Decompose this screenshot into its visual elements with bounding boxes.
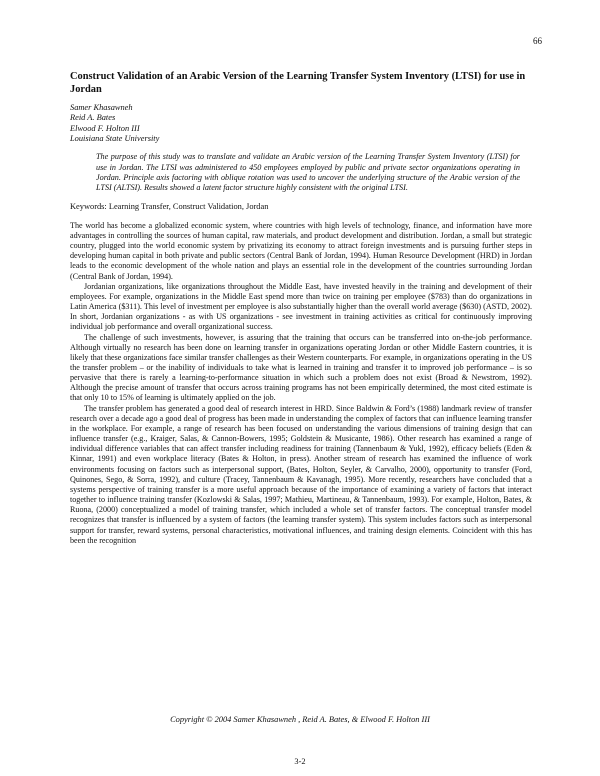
content — [70, 70, 532, 546]
page-folio: 3-2 — [294, 757, 306, 766]
paper-title: Construct Validation of an Arabic Version of the Learning Transfer System Inventory (LTSI) for use in Jordan — [70, 71, 526, 95]
author-affiliation: Louisiana State University — [70, 133, 160, 143]
author-name: Elwood F. Holton III — [70, 123, 140, 133]
page-number: 66 — [533, 36, 542, 46]
keywords: Keywords: Learning Transfer, Construct Validation, Jordan — [70, 201, 269, 211]
body-paragraph: The challenge of such investments, however, is assuring that the training that occurs can be transferred into on-the-job performance. Although virtually no research has been done on learning transfer in organizations operating Jordan or other Middle Eastern countries, it is likely that these organizations face similar transfer challenges as their Western counterparts. For example, in organizations operating in the US the transfer problem – or the inability of individuals to take what is learned in training and transfer it to improved job performance – is so pervasive that there is rarely a learning-to-performance situation in which such a problem does not exist (Broad & Newstrom, 1992). Although the precise amount of transfer that occurs across training programs has not been empirically determined, the most cited estimate is that only 10 to 15% of learning is ultimately applied on the job. — [70, 332, 532, 403]
abstract: The purpose of this study was to translate and validate an Arabic version of the Learning Transfer System Inventory (LTSI) for use in Jordan. The LTSI was administered to 450 employees employed by public and private sector organizations operating in Jordan. Principle axis factoring with oblique rotation was used to uncover the underlying structure of the Arabic version of the LTSI (ALTSI). Results showed a latent factor structure highly consistent with the original LTSI. — [96, 152, 520, 193]
author-block — [70, 103, 532, 144]
author-name: Reid A. Bates — [70, 113, 116, 123]
body-paragraph: The transfer problem has generated a good deal of research interest in HRD. Since Baldwin & Ford’s (1988) landmark review of transfer research over a decade ago a good deal of progress has been made in understanding the complex of factors that can influence learning transfer in the workplace. For example, a range of research has been focused on understanding the various dimensions of training design that can influence transfer (e.g., Kraiger, Salas, & Cannon-Bowers, 1995; Goldstein & Musicante, 1986). Other research has examined a range of individual difference variables that can affect transfer including readiness for training (Tannenbaum & Yukl, 1992), efficacy beliefs (Eden & Kinnar, 1991) and even workplace literacy (Bates & Holton, in press). Another stream of research has examined the influence of work environments focusing on factors such as interpersonal support, (Bates, Holton, Seyler, & Carvalho, 2000), opportunity to transfer (Ford, Quinones, Sego, & Sorra, 1992), and culture (Tracey, Tannenbaum & Kavanagh, 1995). More recently, researchers have concluded that a systems perspective of training transfer is a more useful approach because of the importance of examining a variety of factors that interact together to influence training transfer (Kozlowski & Salas, 1997; Mathieu, Martineau, & Tannenbaum, 1993). For example, Holton, Bates, & Ruona, (2000) conceptualized a model of training transfer, which included a whole set of transfer factors. The conceptual transfer model recognizes that transfer is influenced by a system of factors (the learning transfer system). This system includes factors such as interpersonal support for transfer, reward systems, personal characteristics, motivational influences, and training design elements. Coincident with this has been the recognition — [70, 403, 532, 545]
copyright-notice: Copyright © 2004 Samer Khasawneh , Reid A. Bates, & Elwood F. Holton III — [170, 715, 430, 724]
author-name: Samer Khasawneh — [70, 103, 133, 112]
body-text — [70, 221, 532, 546]
body-paragraph: Jordanian organizations, like organizations throughout the Middle East, have invested heavily in the training and development of their employees. For example, organizations in the Middle East spend more than twice on training per employee ($783) than do organizations in Latin America ($311). This level of investment per employee is also substantially higher than the overall world average ($630) (ASTD, 2002). In short, Jordanian organizations - as with US organizations - see investment in training activities as critical for continuously improving individual job performance and overall organizational success. — [70, 281, 532, 332]
body-paragraph: The world has become a globalized economic system, where countries with high levels of technology, finance, and information have more advantages in controlling the sources of human capital, raw materials, and product development and distribution. Jordan, a small but strategic country, plugged into the world economic system by privatizing its economy to attract foreign investments and is pursuing further steps in developing human capital in both private and public sectors (Central Bank of Jordan, 1994). Human Resource Development (HRD) in Jordan leads to the economic development of the whole nation and plays an essential role in the development of the countries surrounding Jordan (Central Bank of Jordan, 1994). — [70, 220, 532, 281]
